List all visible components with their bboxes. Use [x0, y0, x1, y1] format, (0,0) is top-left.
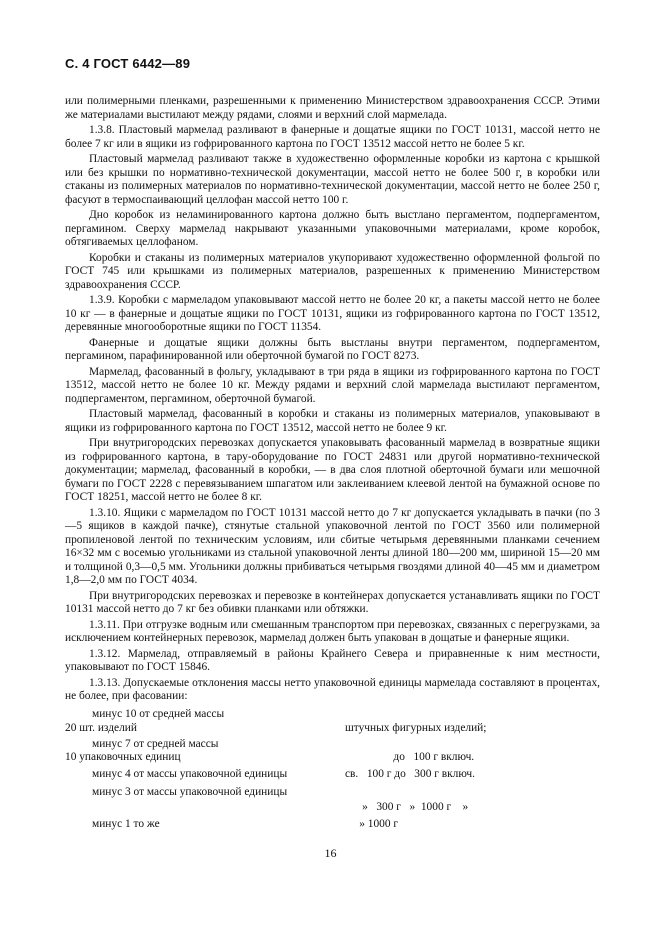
- paragraph: Пластовый мармелад разливают также в художественно оформленные коробки из картона с крышкой или без крышки по нормативно-технической документации, массой нетто не более 500 г, в коробки или стаканы из полимерных материалов по нормативно-технической документации, массой нетто не более 250 г, фасуют в термоспаивающий целлофан массой нетто 100 г.: [65, 153, 600, 206]
- tolerance-line1: минус 1 то же: [92, 818, 160, 831]
- paragraph: Дно коробок из неламинированного картона должно быть выстлано пергаментом, подпергаментом, пергамином. Сверху мармелад накрывают указанными упаковочными материалами, кроме коробок, обтягиваемых целлофаном.: [65, 209, 600, 248]
- tolerance-range: » 300 г » 1000 г »: [345, 801, 469, 814]
- paragraph: Пластовый мармелад, фасованный в коробки и стаканы из полимерных материалов, упаковывают в ящики из гофрированного картона по ГОСТ 13512, массой нетто не более 9 кг.: [65, 408, 600, 434]
- paragraph: При внутригородских перевозках и перевозке в контейнерах допускается устанавливать ящики по ГОСТ 10131 массой нетто до 7 кг без обивки планками или обтяжки.: [65, 589, 600, 615]
- page-header: С. 4 ГОСТ 6442—89: [65, 56, 191, 71]
- paragraph: Мармелад, фасованный в фольгу, укладывают в три ряда в ящики из гофрированного картона по ГОСТ 13512, массой нетто не более 10 кг. Между рядами и верхний слой мармелада выстилают пергаментом, подпергаментом, пергамином, оберточной бумагой.: [65, 365, 600, 405]
- paragraph: 1.3.12. Мармелад, отправляемый в районы Крайнего Севера и приравненные к ним местности, упаковывают по ГОСТ 15846.: [65, 647, 600, 673]
- tolerance-line1: минус 4 от массы упаковочной единицы: [92, 768, 288, 781]
- tolerance-row: [65, 738, 600, 766]
- tolerance-range: штучных фигурных изделий;: [345, 721, 487, 734]
- tolerance-line1: минус 7 от средней массы: [92, 737, 219, 750]
- paragraph: 1.3.13. Допускаемые отклонения массы нетто упаковочной единицы мармелада составляют в процентах, не более, при фасовании:: [65, 676, 600, 702]
- tolerance-line1: минус 3 от массы упаковочной единицы: [92, 786, 288, 799]
- tolerance-range: св. 100 г до 300 г включ.: [345, 768, 476, 781]
- body-text: [65, 95, 600, 706]
- paragraph: При внутригородских перевозках допускается упаковывать фасованный мармелад в возвратные ящики из гофрированного картона, в тару-оборудование по ГОСТ 24831 или другой нормативно-технической документации; мармелад, фасованный в коробки, — в два слоя плотной оберточной бумаги или мешочной бумаги по ГОСТ 2228 с перевязыванием шпагатом или заклеиванием клеевой лентой на бумажной основе по ГОСТ 18251, массой нетто не более 8 кг.: [65, 437, 600, 503]
- paragraph: Фанерные и дощатые ящики должны быть выстланы внутри пергаментом, подпергаментом, пергамином, парафинированной или оберточной бумагой по ГОСТ 8273.: [65, 336, 600, 362]
- tolerance-row: [65, 708, 600, 736]
- paragraph: Коробки и стаканы из полимерных материалов укупоривают художественно оформленной фольгой по ГОСТ 745 или крышками из полимерных материалов, разрешенных к применению Министерством здравоохранения СССР.: [65, 251, 600, 291]
- paragraph: 1.3.11. При отгрузке водным или смешанным транспортом при перевозках, связанных с перегрузками, за исключением контейнерных перевозок, мармелад должен быть упакован в дощатые и фанерные ящики.: [65, 618, 600, 644]
- paragraph: или полимерными пленками, разрешенными к применению Министерством здравоохранения СССР. Этими же материалами выстилают между рядами, слоями и верхний слой мармелада.: [65, 95, 600, 121]
- tolerance-row: [65, 786, 600, 814]
- page-number: 16: [324, 846, 337, 860]
- tolerance-row: [65, 818, 600, 832]
- tolerance-line2: 10 упаковочных единиц: [65, 751, 181, 764]
- tolerance-row: [65, 768, 600, 782]
- tolerance-line1: минус 10 от средней массы: [92, 708, 225, 720]
- paragraph: 1.3.10. Ящики с мармеладом по ГОСТ 10131 массой нетто до 7 кг допускается укладывать в пачки (по 3—5 ящиков в каждой пачке), стянутые стальной упаковочной лентой по ГОСТ 3560 или полимерной пропиленовой лентой по техническим условиям, или сбитые четырьмя деревянными планками сечением 16×32 мм с восемью угольниками из стальной упаковочной ленты длиной 180—200 мм, шириной 15—20 мм и толщиной 0,3—0,5 мм. Угольники должны прибиваться четырьмя гвоздями длиной 40—45 мм и диаметром 1,8—2,0 мм по ГОСТ 4034.: [65, 506, 600, 586]
- paragraph: 1.3.8. Пластовый мармелад разливают в фанерные и дощатые ящики по ГОСТ 10131, массой нетто не более 7 кг или в ящики из гофрированного картона по ГОСТ 13512 массой нетто не более 5 кг.: [65, 124, 600, 150]
- tolerance-list: [65, 708, 600, 832]
- tolerance-line2: 20 шт. изделий: [65, 721, 137, 734]
- tolerance-range: до 100 г включ.: [345, 751, 475, 764]
- tolerance-range: » 1000 г: [345, 818, 399, 831]
- paragraph: 1.3.9. Коробки с мармеладом упаковывают массой нетто не более 20 кг, а пакеты массой нетто не более 10 кг — в фанерные и дощатые ящики по ГОСТ 10131, ящики из гофрированного картона по ГОСТ 13512, деревянные многооборотные ящики по ГОСТ 11354.: [65, 294, 600, 333]
